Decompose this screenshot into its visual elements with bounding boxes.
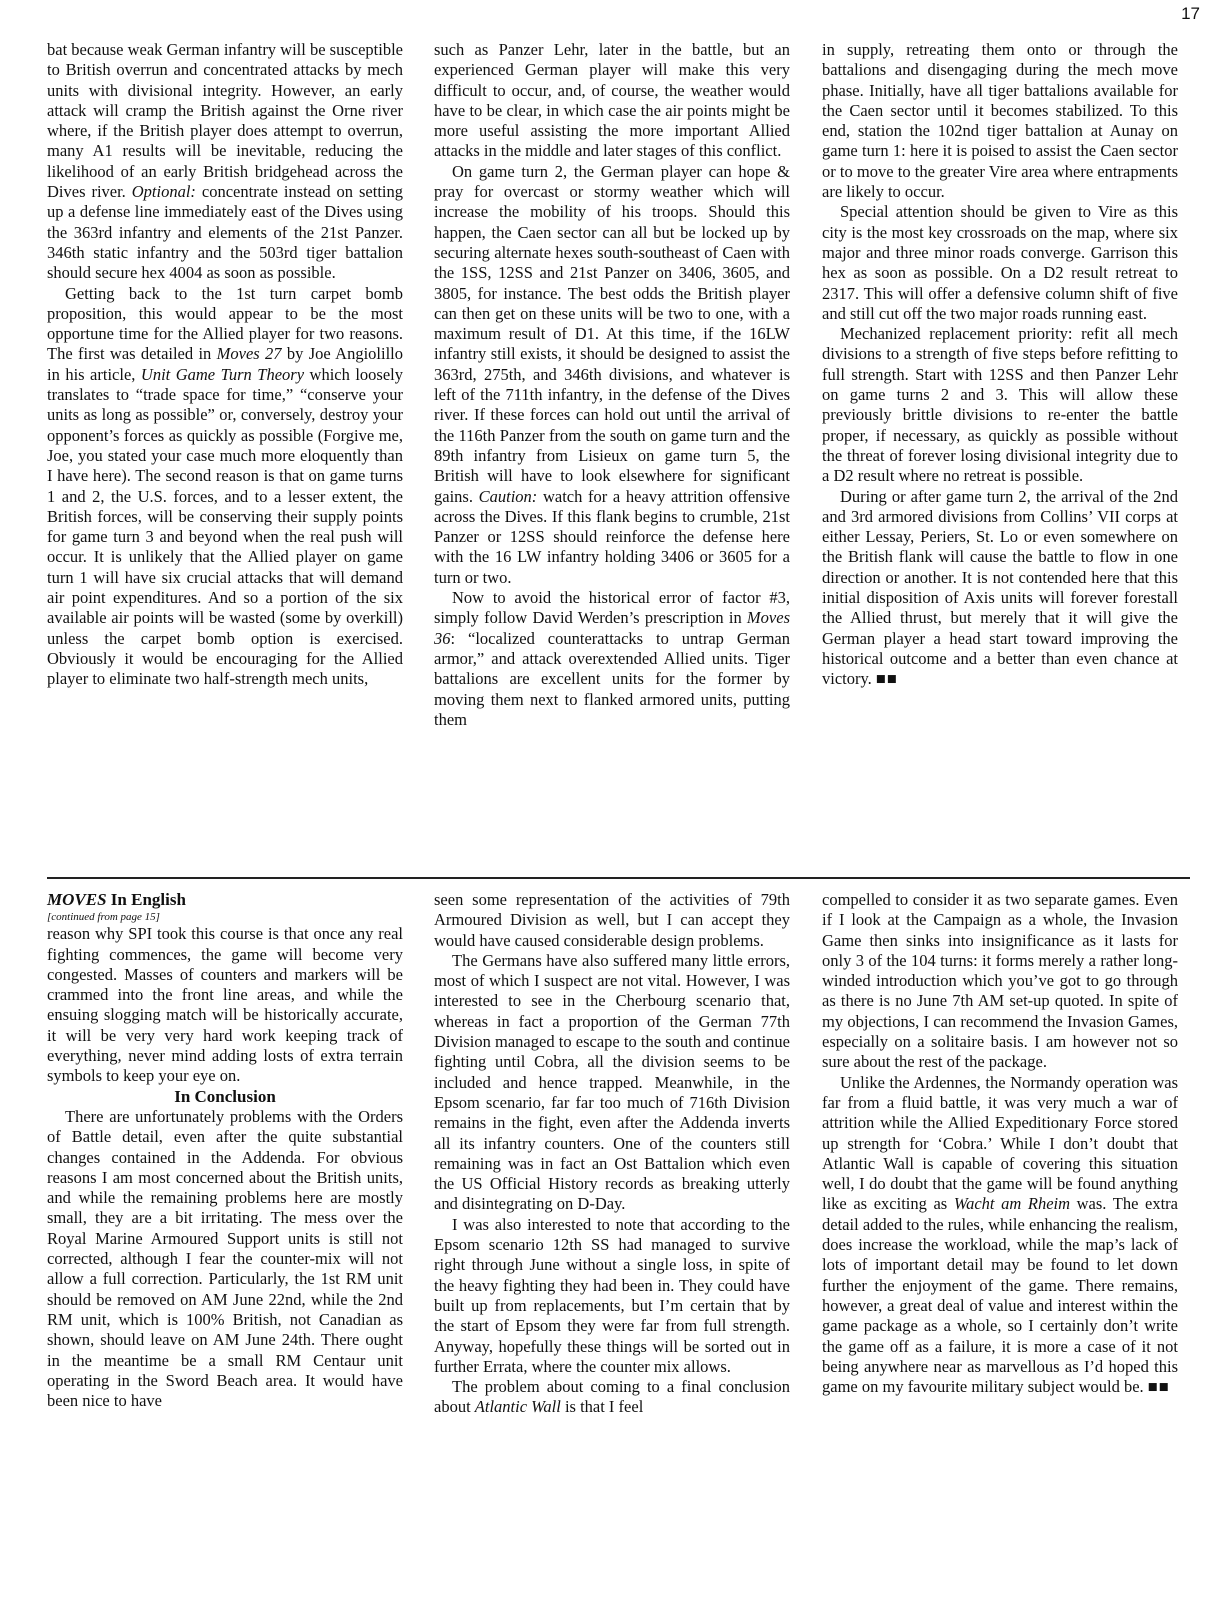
bottom-column-2	[434, 890, 790, 1418]
paragraph: Getting back to the 1st turn carpet bomb proposition, this would appear to be the most opportune time for the Allied player for two reasons. The first was detailed in Moves 27 by Joe Angiolillo in his article, Unit Game Turn Theory which loosely translates to “trade space for time,” “conserve your units as long as possible” or, conversely, destroy your opponent’s forces as quickly as possible (Forgive me, Joe, you stated your case much more eloquently than I have here). The second reason is that on game turns 1 and 2, the U.S. forces, and to a lesser extent, the British forces, will be conserving their supply points for game turn 3 and beyond when the real push will occur. It is unlikely that the Allied player on game turn 1 will have six crucial attacks that will demand air point expenditures. And so a portion of the six available air points will be wasted (some by overkill) unless the carpet bomb option is exercised. Obviously it would be encouraging for the Allied player to eliminate two half-strength mech units,	[47, 283, 404, 689]
paragraph: I was also interested to note that according to the Epsom scenario 12th SS had managed to survive right through June without a single loss, in spite of the heavy fighting they had been in. They could have built up from replacements, but I’m certain that by the start of Epsom they were far from full strength. Anyway, hopefully these things will be sorted out in further Errata, where the counter mix allows.	[434, 1214, 790, 1376]
paragraph: The problem about coming to a final conclusion about Atlantic Wall is that I feel	[434, 1377, 790, 1417]
bottom-column-1-body	[47, 1107, 403, 1411]
section-heading: In Conclusion	[174, 1086, 276, 1106]
bottom-column-1	[47, 890, 403, 1411]
top-column-2	[434, 40, 790, 730]
paragraph: Mechanized replacement priority: refit all mech divisions to a strength of five steps before refitting to full strength. Start with 12SS and then Panzer Lehr on game turns 2 and 3. This will allow these previously brittle divisions to re-enter the battle proper, if necessary, as quickly as possible without the threat of forever losing divisional integrity due to a D2 result where no retreat is possible.	[822, 324, 1178, 486]
paragraph: seen some representation of the activities of 79th Armoured Division as well, but I can accept they would have caused considerable design problems.	[434, 890, 790, 950]
paragraph: On game turn 2, the German player can hope & pray for overcast or stormy weather which will increase the mobility of his troops. Should this happen, the Caen sector can all but be locked up by securing alternate hexes south-southeast of Caen with the 1SS, 12SS and 21st Panzer on 3406, 3605, and 3805, for instance. The best odds the British player can then get on these units will be two to one, with a maximum result of D1. At this time, if the 16LW infantry still exists, it should be designed to assist the 363rd, 275th, and 346th divisions, and whatever is left of the 711th infantry, in the defense of the Dives river. If these forces can hold out until the arrival of the 116th Panzer from the south on game turn and the 89th infantry from Lisieux on game turn 5, the British will have to look elsewhere for significant gains. Caution: watch for a heavy attrition offensive across the Dives. If this flank begins to crumble, 21st Panzer or 12SS should reinforce the defense here with the 16 LW infantry holding 3406 or 3605 for a turn or two.	[434, 161, 790, 587]
continued-note: [continued from page 15]	[47, 911, 160, 924]
paragraph: compelled to consider it as two separate games. Even if I look at the Campaign as a whole, the Invasion Game then sinks into insignificance as it lasts for only 3 of the 104 turns: it forms merely a rather long-winded introduction which you’ve got to go through as there is no June 7th AM set-up quoted. In spite of my objections, I can recommend the Invasion Games, especially on a solitaire basis. I am however not so sure about the rest of the package.	[822, 890, 1178, 1072]
paragraph: bat because weak German infantry will be susceptible to British overrun and concentrated attacks by mech units with divisional integrity. However, an early attack will cramp the British against the Orne river where, if the British player does attempt to overrun, many A1 results will be inevitable, reducing the likelihood of an early British bridgehead across the Dives river. Optional: concentrate instead on setting up a defense line immediately east of the Dives using the 363rd infantry and elements of the 21st Panzer. 346th static infantry and the 503rd tiger battalion should secure hex 4004 as soon as possible.	[47, 40, 404, 283]
paragraph: Special attention should be given to Vire as this city is the most key crossroads on the map, where six major and three minor roads converge. Garrison this hex as soon as possible. On a D2 result retreat to 2317. This will offer a defensive column shift of five and still cut off the two major roads running east.	[822, 202, 1178, 323]
page-number: 17	[1181, 4, 1200, 23]
bottom-column-3	[822, 890, 1178, 1397]
bottom-column-1-intro	[47, 924, 403, 1086]
paragraph: Now to avoid the historical error of factor #3, simply follow David Werden’s prescription in Moves 36: “localized counterattacks to untrap German armor,” and attack overextended Allied units. Tiger battalions are excellent units for the former by moving them next to flanked armored units, putting them	[434, 588, 790, 729]
top-column-1	[47, 40, 403, 690]
section-divider	[47, 877, 1190, 879]
paragraph: Unlike the Ardennes, the Normandy operation was far from a fluid battle, it was very much a war of attrition while the Allied Expeditionary Force stored up strength for ‘Cobra.’ While I don’t doubt that Atlantic Wall is capable of covering this situation well, I do doubt that the game will be found anything like as exciting as Wacht am Rheim was. The extra detail added to the rules, while enhancing the realism, does increase the workload, while the map’s lack of lots of important detail may be found to let down further the enjoyment of the game. There remains, however, a great deal of value and interest within the game package as a whole, so I certainly don’t write the game off as a failure, it is more a case of it not being anywhere near as marvellous as I’d hoped this game on my favourite military subject would be. ■■	[822, 1072, 1178, 1397]
paragraph: During or after game turn 2, the arrival of the 2nd and 3rd armored divisions from Collins’ VII corps at either Lessay, Periers, St. Lo or even somewhere on the British flank will cause the battle to flow in one direction or another. It is not contended here that this initial disposition of Axis units will forever forestall the Allied thrust, but merely that it will give the German player a head start toward improving the historical outcome and a better than even chance at victory. ■■	[822, 486, 1178, 689]
top-column-3	[822, 40, 1178, 690]
paragraph: The Germans have also suffered many little errors, most of which I suspect are not vital. However, I was interested to see in the Cherbourg scenario that, whereas in fact a proportion of the German 77th Division managed to escape to the south and continue fighting until Cobra, all the division seems to be included and hence trapped. Meanwhile, in the Epsom scenario, far far too much of 716th Division remains in the fight, even after the Addenda inverts all its infantry counters. One of the counters still remaining was in fact an Ost Battalion which even the US Official History records as breaking utterly and disintegrating on D-Day.	[434, 950, 790, 1214]
paragraph: in supply, retreating them onto or through the battalions and disengaging during the mech move phase. Initially, have all tiger battalions available for the Caen sector until it becomes stabilized. To this end, station the 102nd tiger battalion at Aunay on game turn 1: here it is poised to assist the Caen sector or to move to the greater Vire area where entrapments are likely to occur.	[822, 40, 1178, 202]
article-heading: MOVES In English	[47, 890, 186, 909]
paragraph: reason why SPI took this course is that once any real fighting commences, the game will become very congested. Masses of counters and markers will be crammed into the front line areas, and while the ensuing slogging match will be historically accurate, it will be very very hard work keeping track of everything, never mind adding losts of extra terrain symbols to keep your eye on.	[47, 924, 403, 1086]
paragraph: such as Panzer Lehr, later in the battle, but an experienced German player will make this very difficult to occur, and, of course, the weather would have to be clear, in which case the air points might be more useful assisting the more important Allied attacks in the middle and later stages of this conflict.	[434, 40, 790, 161]
paragraph: There are unfortunately problems with the Orders of Battle detail, even after the quite substantial changes contained in the Addenda. For obvious reasons I am most concerned about the British units, and while the remaining problems here are mostly small, they are a bit irritating. The mess over the Royal Marine Armoured Support units is still not corrected, although I fear the counter-mix will not allow a full correction. Particularly, the 1st RM unit should be removed on AM June 22nd, while the 2nd RM unit, which is 100% British, not Canadian as shown, should leave on AM June 24th. There ought in the meantime be a small RM Centaur unit operating in the Sword Beach area. It would have been nice to have	[47, 1106, 403, 1411]
